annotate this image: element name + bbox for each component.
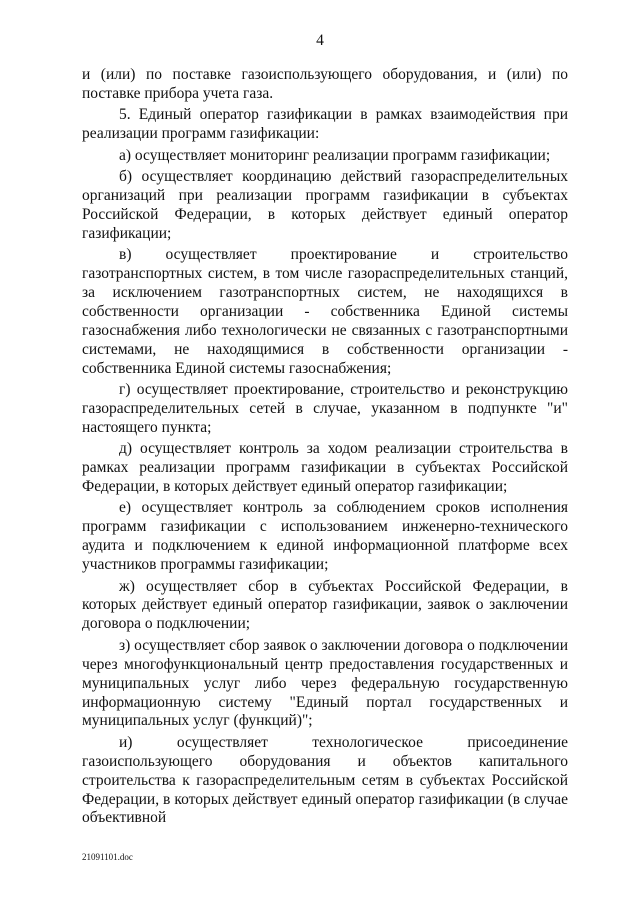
- subitem-d: д) осуществляет контроль за ходом реализации строительства в рамках реализации программ газификации в субъектах Российской Федерации, в которых действует единый оператор газификации;: [82, 440, 568, 496]
- subitem-i: и) осуществляет технологическое присоединение газоиспользующего оборудования и объектов капитального строительства к газораспределительным сетям в субъектах Российской Федерации, в которых действует единый оператор газификации (в случае объективной: [82, 733, 568, 827]
- paragraph-item-5: 5. Единый оператор газификации в рамках взаимодействия при реализации программ газификации:: [82, 106, 568, 143]
- subitem-e: е) осуществляет контроль за соблюдением сроков исполнения программ газификации с использованием инженерно-технического аудита и подключением к единой информационной платформе всех участников программы газификации;: [82, 499, 568, 574]
- subitem-a: а) осуществляет мониторинг реализации программ газификации;: [119, 146, 551, 164]
- subitem-b: б) осуществляет координацию действий газораспределительных организаций при реализации программ газификации в субъектах Российской Федерации, в которых действует единый оператор газификации;: [82, 168, 568, 242]
- file-name-footer: 21091101.doc: [82, 852, 133, 862]
- subitem-zh: ж) осуществляет сбор в субъектах Российской Федерации, в которых действует единый оператор газификации, заявок о заключении договора о подключении;: [82, 577, 568, 633]
- document-body: [82, 66, 568, 831]
- subitem-g: г) осуществляет проектирование, строительство и реконструкцию газораспределительных сетей в случае, указанном в подпункте "и" настоящего пункта;: [82, 381, 568, 436]
- paragraph-continuation: и (или) по поставке газоиспользующего оборудования, и (или) по поставке прибора учета газа.: [82, 66, 568, 102]
- page-number: 4: [316, 32, 324, 49]
- subitem-v: в) осуществляет проектирование и строительство газотранспортных систем, в том числе газораспределительных станций, за исключением газотранспортных систем, не находящихся в собственности организации - собственника Единой системы газоснабжения либо технологически не связанных с газотранспортными системами, не находящимися в собственности организации - собственника Единой системы газоснабжения;: [82, 246, 568, 377]
- subitem-z: з) осуществляет сбор заявок о заключении договора о подключении через многофункциональный центр предоставления государственных и муниципальных услуг либо через федеральную государственную информационную систему "Единый портал государственных и муниципальных услуг (функций)";: [82, 636, 568, 730]
